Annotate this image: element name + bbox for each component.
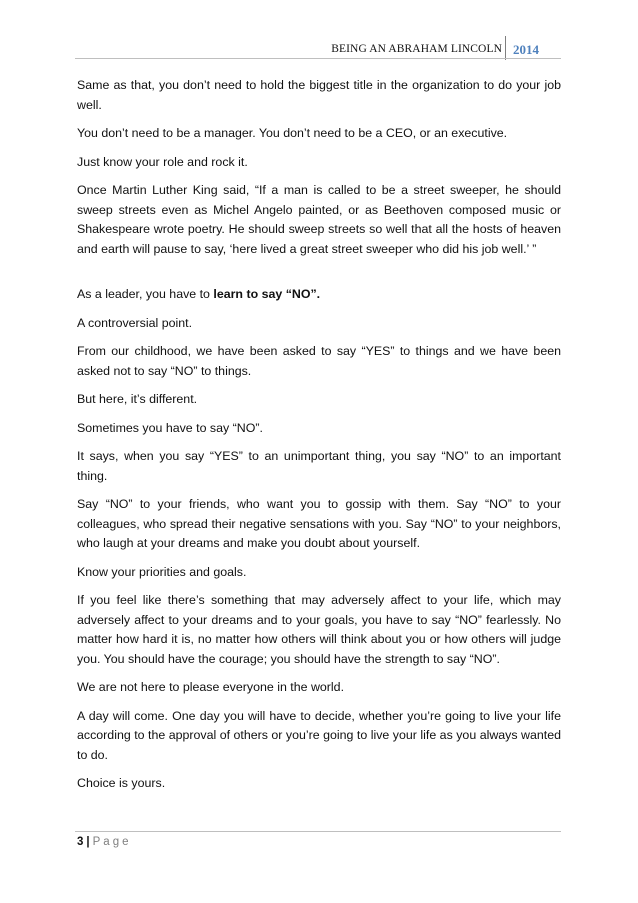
paragraph: A day will come. One day you will have to decide, whether you’re going to live your life according to the approval of others or you’re going to live your life as you always wanted to do. (77, 708, 561, 762)
page-footer (77, 836, 131, 848)
footer-separator: | (86, 836, 90, 848)
paragraph: Just know your role and rock it. (77, 154, 248, 169)
header-rule (75, 58, 561, 59)
header-title: BEING AN ABRAHAM LINCOLN (331, 43, 502, 55)
page-number: 3 (77, 836, 84, 848)
paragraph-text: As a leader, you have to (77, 287, 214, 301)
header-year: 2014 (513, 42, 539, 57)
emphasis-text: learn to say “NO”. (213, 287, 321, 301)
paragraph: We are not here to please everyone in the world. (77, 680, 345, 694)
page-body (77, 76, 561, 803)
paragraph: From our childhood, we have been asked to say “YES” to things and we have been asked not to say “NO” to things. (77, 344, 561, 378)
quote-paragraph: Once Martin Luther King said, “If a man is called to be a street sweeper, he should sweep streets even as Michel Angelo painted, or as Beethoven composed music or Shakespeare wrote poetry. He should sweep streets so well that all the hosts of heaven and earth will pause to say, ‘here lived a great street sweeper who did his job well.’ ” (77, 183, 561, 256)
paragraph: Choice is yours. (77, 776, 166, 790)
page-header (0, 36, 560, 58)
paragraph: Same as that, you don’t need to hold the biggest title in the organization to do your job well. (77, 78, 561, 112)
paragraph: A controversial point. (77, 315, 193, 330)
paragraph: You don’t need to be a manager. You don’t need to be a CEO, or an executive. (77, 126, 508, 140)
header-divider (505, 36, 506, 60)
footer-rule (75, 831, 561, 832)
paragraph: Know your priorities and goals. (77, 564, 247, 579)
paragraph: If you feel like there’s something that may adversely affect to your life, which may adversely affect to your dreams and to your goals, you have to say “NO” fearlessly. No matter how hard it is, no matter how others will think about you or how others will judge you. You should have the courage; you should have the strength to say “NO”. (77, 593, 561, 666)
paragraph: But here, it’s different. (77, 392, 198, 406)
paragraph: Sometimes you have to say “NO”. (77, 420, 263, 435)
paragraph: It says, when you say “YES” to an unimportant thing, you say “NO” to an important thing. (77, 449, 561, 483)
paragraph: Say “NO” to your friends, who want you to gossip with them. Say “NO” to your colleagues, who spread their negative sensations with you. Say “NO” to your neighbors, who laugh at your dreams and make you doubt about yourself. (77, 497, 561, 550)
page-word: Page (92, 836, 132, 848)
paragraph (77, 285, 561, 305)
